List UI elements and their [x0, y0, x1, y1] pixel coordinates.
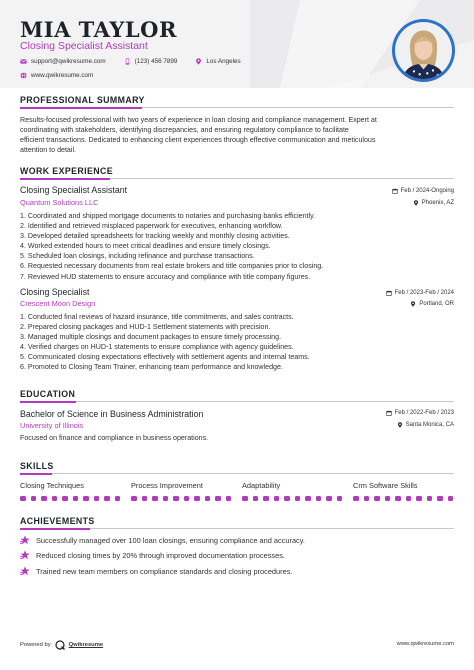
skill-name: Crm Software Skills — [353, 481, 418, 490]
candidate-name: MIA TAYLOR — [20, 17, 177, 42]
skill-level-dot — [115, 496, 121, 501]
email-link[interactable]: support@qwikresume.com — [31, 58, 106, 65]
skill-item — [353, 481, 453, 501]
footer-website-link[interactable]: www.qwikresume.com — [396, 641, 454, 647]
phone-icon — [124, 58, 131, 65]
skill-level-dot — [173, 496, 179, 501]
job-bullet: 3. Developed detailed spreadsheets for tracking weekly and monthly closing activities. — [20, 232, 290, 241]
calendar-icon — [386, 410, 392, 416]
website-link[interactable]: www.qwikresume.com — [31, 72, 94, 79]
achievement-text: Trained new team members on compliance standards and closing procedures. — [36, 566, 293, 576]
job-bullet: 6. Requested necessary documents from real estate brokers and title companies prior to closing. — [20, 262, 324, 271]
skill-name: Closing Techniques — [20, 481, 84, 490]
school-name: University of Illinois — [20, 421, 84, 430]
skill-item — [131, 481, 231, 501]
job-company: Quantum Solutions LLC — [20, 198, 99, 207]
location-pin-icon — [397, 422, 403, 428]
skill-level-dot — [274, 496, 280, 501]
achievement-item — [20, 566, 292, 576]
skill-level-dot — [374, 496, 380, 501]
education-dates — [386, 410, 454, 416]
skill-level-dot — [131, 496, 137, 501]
avatar-illustration — [395, 22, 452, 79]
location-text: Los Angeles — [206, 58, 241, 65]
skill-level-dot — [326, 496, 332, 501]
education-location — [397, 422, 454, 428]
job-dates-text: Feb / 2023-Feb / 2024 — [394, 290, 454, 296]
skill-level-dot — [152, 496, 158, 501]
achievement-text: Successfully managed over 100 loan closings, ensuring compliance and accuracy. — [36, 535, 305, 545]
summary-line: attention to detail. — [20, 146, 77, 155]
skill-level-dot — [94, 496, 100, 501]
skill-level-dot — [395, 496, 401, 501]
skill-level-dot — [284, 496, 290, 501]
skill-level-dot — [163, 496, 169, 501]
skill-level-dot — [194, 496, 200, 501]
location-pin-icon — [410, 301, 416, 307]
job-dates — [392, 188, 454, 194]
calendar-icon — [392, 188, 398, 194]
skill-level — [353, 496, 453, 501]
skills-accent — [20, 473, 52, 475]
skill-level-dot — [226, 496, 232, 501]
skill-level-dot — [205, 496, 211, 501]
globe-icon — [20, 72, 27, 79]
skill-level-dot — [295, 496, 301, 501]
degree-title: Bachelor of Science in Business Administration — [20, 409, 204, 419]
skill-name: Adaptability — [242, 481, 281, 490]
contact-row-secondary — [20, 72, 93, 79]
skill-level-dot — [448, 496, 454, 501]
job-bullet: 4. Worked extended hours to meet critical deadlines and ensure timely closings. — [20, 242, 271, 251]
job-bullet: 4. Verified charges on HUD-1 statements to ensure compliance with agency guidelines. — [20, 343, 294, 352]
calendar-icon — [386, 290, 392, 296]
skill-level — [20, 496, 120, 501]
skill-level-dot — [353, 496, 359, 501]
education-accent — [20, 401, 76, 403]
location-pin-icon — [413, 200, 419, 206]
job-bullet: 2. Identified and retrieved misplaced paperwork for executives, enhancing workflow. — [20, 222, 283, 231]
job-location — [410, 301, 454, 307]
summary-accent — [20, 107, 142, 109]
skill-level-dot — [316, 496, 322, 501]
skill-level-dot — [385, 496, 391, 501]
skill-level-dot — [20, 496, 26, 501]
skill-level-dot — [437, 496, 443, 501]
profile-photo — [392, 19, 455, 82]
job-title: Closing Specialist Assistant — [20, 185, 128, 195]
achievements-accent — [20, 528, 90, 530]
footer-powered-by — [20, 640, 103, 650]
skill-level-dot — [337, 496, 343, 501]
skill-level-dot — [52, 496, 58, 501]
powered-by-label: Powered by — [20, 642, 51, 648]
qwikresume-logo-icon — [55, 640, 65, 650]
skill-level-dot — [73, 496, 79, 501]
skill-level-dot — [364, 496, 370, 501]
location-pin-icon — [195, 58, 202, 65]
job-bullet: 3. Managed multiple closings and document packages to ensure timely processing. — [20, 333, 282, 342]
job-bullet: 2. Prepared closing packages and HUD-1 Settlement statements with precision. — [20, 323, 271, 332]
job-bullet: 6. Promoted to Closing Team Trainer, enhancing team performance and knowledge. — [20, 363, 283, 372]
skill-level-dot — [263, 496, 269, 501]
skill-level-dot — [31, 496, 37, 501]
skill-level-dot — [142, 496, 148, 501]
job-bullet: 1. Coordinated and shipped mortgage documents to notaries and purchasing banks efficiently. — [20, 212, 316, 220]
job-bullet: 5. Scheduled loan closings, including refinance and purchase transactions. — [20, 252, 255, 261]
job-location — [413, 200, 454, 206]
phone-number: (123) 456 7899 — [134, 58, 178, 65]
achievement-text: Reduced closing times by 20% through improved documentation processes. — [36, 550, 285, 560]
job-bullets — [20, 211, 454, 282]
skill-level-dot — [305, 496, 311, 501]
skill-item — [242, 481, 342, 501]
summary-heading: PROFESSIONAL SUMMARY — [20, 95, 145, 105]
education-rule — [20, 401, 454, 402]
education-heading: EDUCATION — [20, 389, 76, 399]
job-bullets — [20, 312, 454, 373]
job-title: Closing Specialist — [20, 287, 90, 297]
job-bullet: 7. Reviewed HUD statements to ensure accuracy and compliance with title company figures. — [20, 272, 311, 281]
skills-heading: SKILLS — [20, 461, 54, 471]
summary-line: efficient transactions. Dedicated to enhancing client experiences through effective communication and meticulous — [20, 136, 376, 145]
education-description: Focused on finance and compliance in business operations. — [20, 434, 209, 442]
skill-level-dot — [215, 496, 221, 501]
summary-line: coordinating with stakeholders, identifying discrepancies, and ensuring regulatory compliance to facilitate — [20, 126, 349, 135]
skills-rule — [20, 473, 454, 474]
skill-level-dot — [427, 496, 433, 501]
job-dates-text: Feb / 2024-Ongoing — [400, 188, 454, 194]
skill-name: Process Improvement — [131, 481, 203, 490]
skill-level-dot — [83, 496, 89, 501]
skill-item — [20, 481, 120, 501]
skill-level-dot — [104, 496, 110, 501]
skill-level-dot — [41, 496, 47, 501]
education-dates-text: Feb / 2022-Feb / 2023 — [394, 410, 454, 416]
job-company: Crescent Moon Design — [20, 299, 96, 308]
skill-level-dot — [184, 496, 190, 501]
achievement-item — [20, 535, 305, 545]
job-dates — [386, 290, 454, 296]
skill-level-dot — [416, 496, 422, 501]
achievement-item — [20, 550, 285, 560]
experience-heading: WORK EXPERIENCE — [20, 166, 114, 176]
summary-line: Results-focused professional with two years of experience in loan closing and compliance management. Expert at — [20, 116, 377, 124]
star-icon — [20, 550, 30, 560]
contact-row-primary — [20, 58, 241, 65]
skill-level — [131, 496, 231, 501]
experience-accent — [20, 178, 110, 180]
resume-header — [0, 0, 474, 88]
achievements-heading: ACHIEVEMENTS — [20, 516, 95, 526]
job-bullet: 1. Conducted final reviews of hazard insurance, title commitments, and sales contracts. — [20, 313, 294, 321]
star-icon — [20, 566, 30, 576]
job-location-text: Portland, OR — [419, 301, 454, 307]
job-bullet: 5. Communicated closing expectations effectively with settlement agents and internal teams. — [20, 353, 310, 362]
skill-level-dot — [406, 496, 412, 501]
summary-text — [20, 115, 454, 155]
skill-level — [242, 496, 342, 501]
skill-level-dot — [253, 496, 259, 501]
email-icon — [20, 58, 27, 65]
education-location-text: Santa Monica, CA — [405, 422, 454, 428]
skill-level-dot — [62, 496, 68, 501]
job-location-text: Phoenix, AZ — [421, 200, 454, 206]
star-icon — [20, 535, 30, 545]
skill-level-dot — [242, 496, 248, 501]
candidate-title: Closing Specialist Assistant — [20, 40, 148, 52]
qwikresume-brand-link[interactable]: Qwikresume — [68, 642, 104, 648]
